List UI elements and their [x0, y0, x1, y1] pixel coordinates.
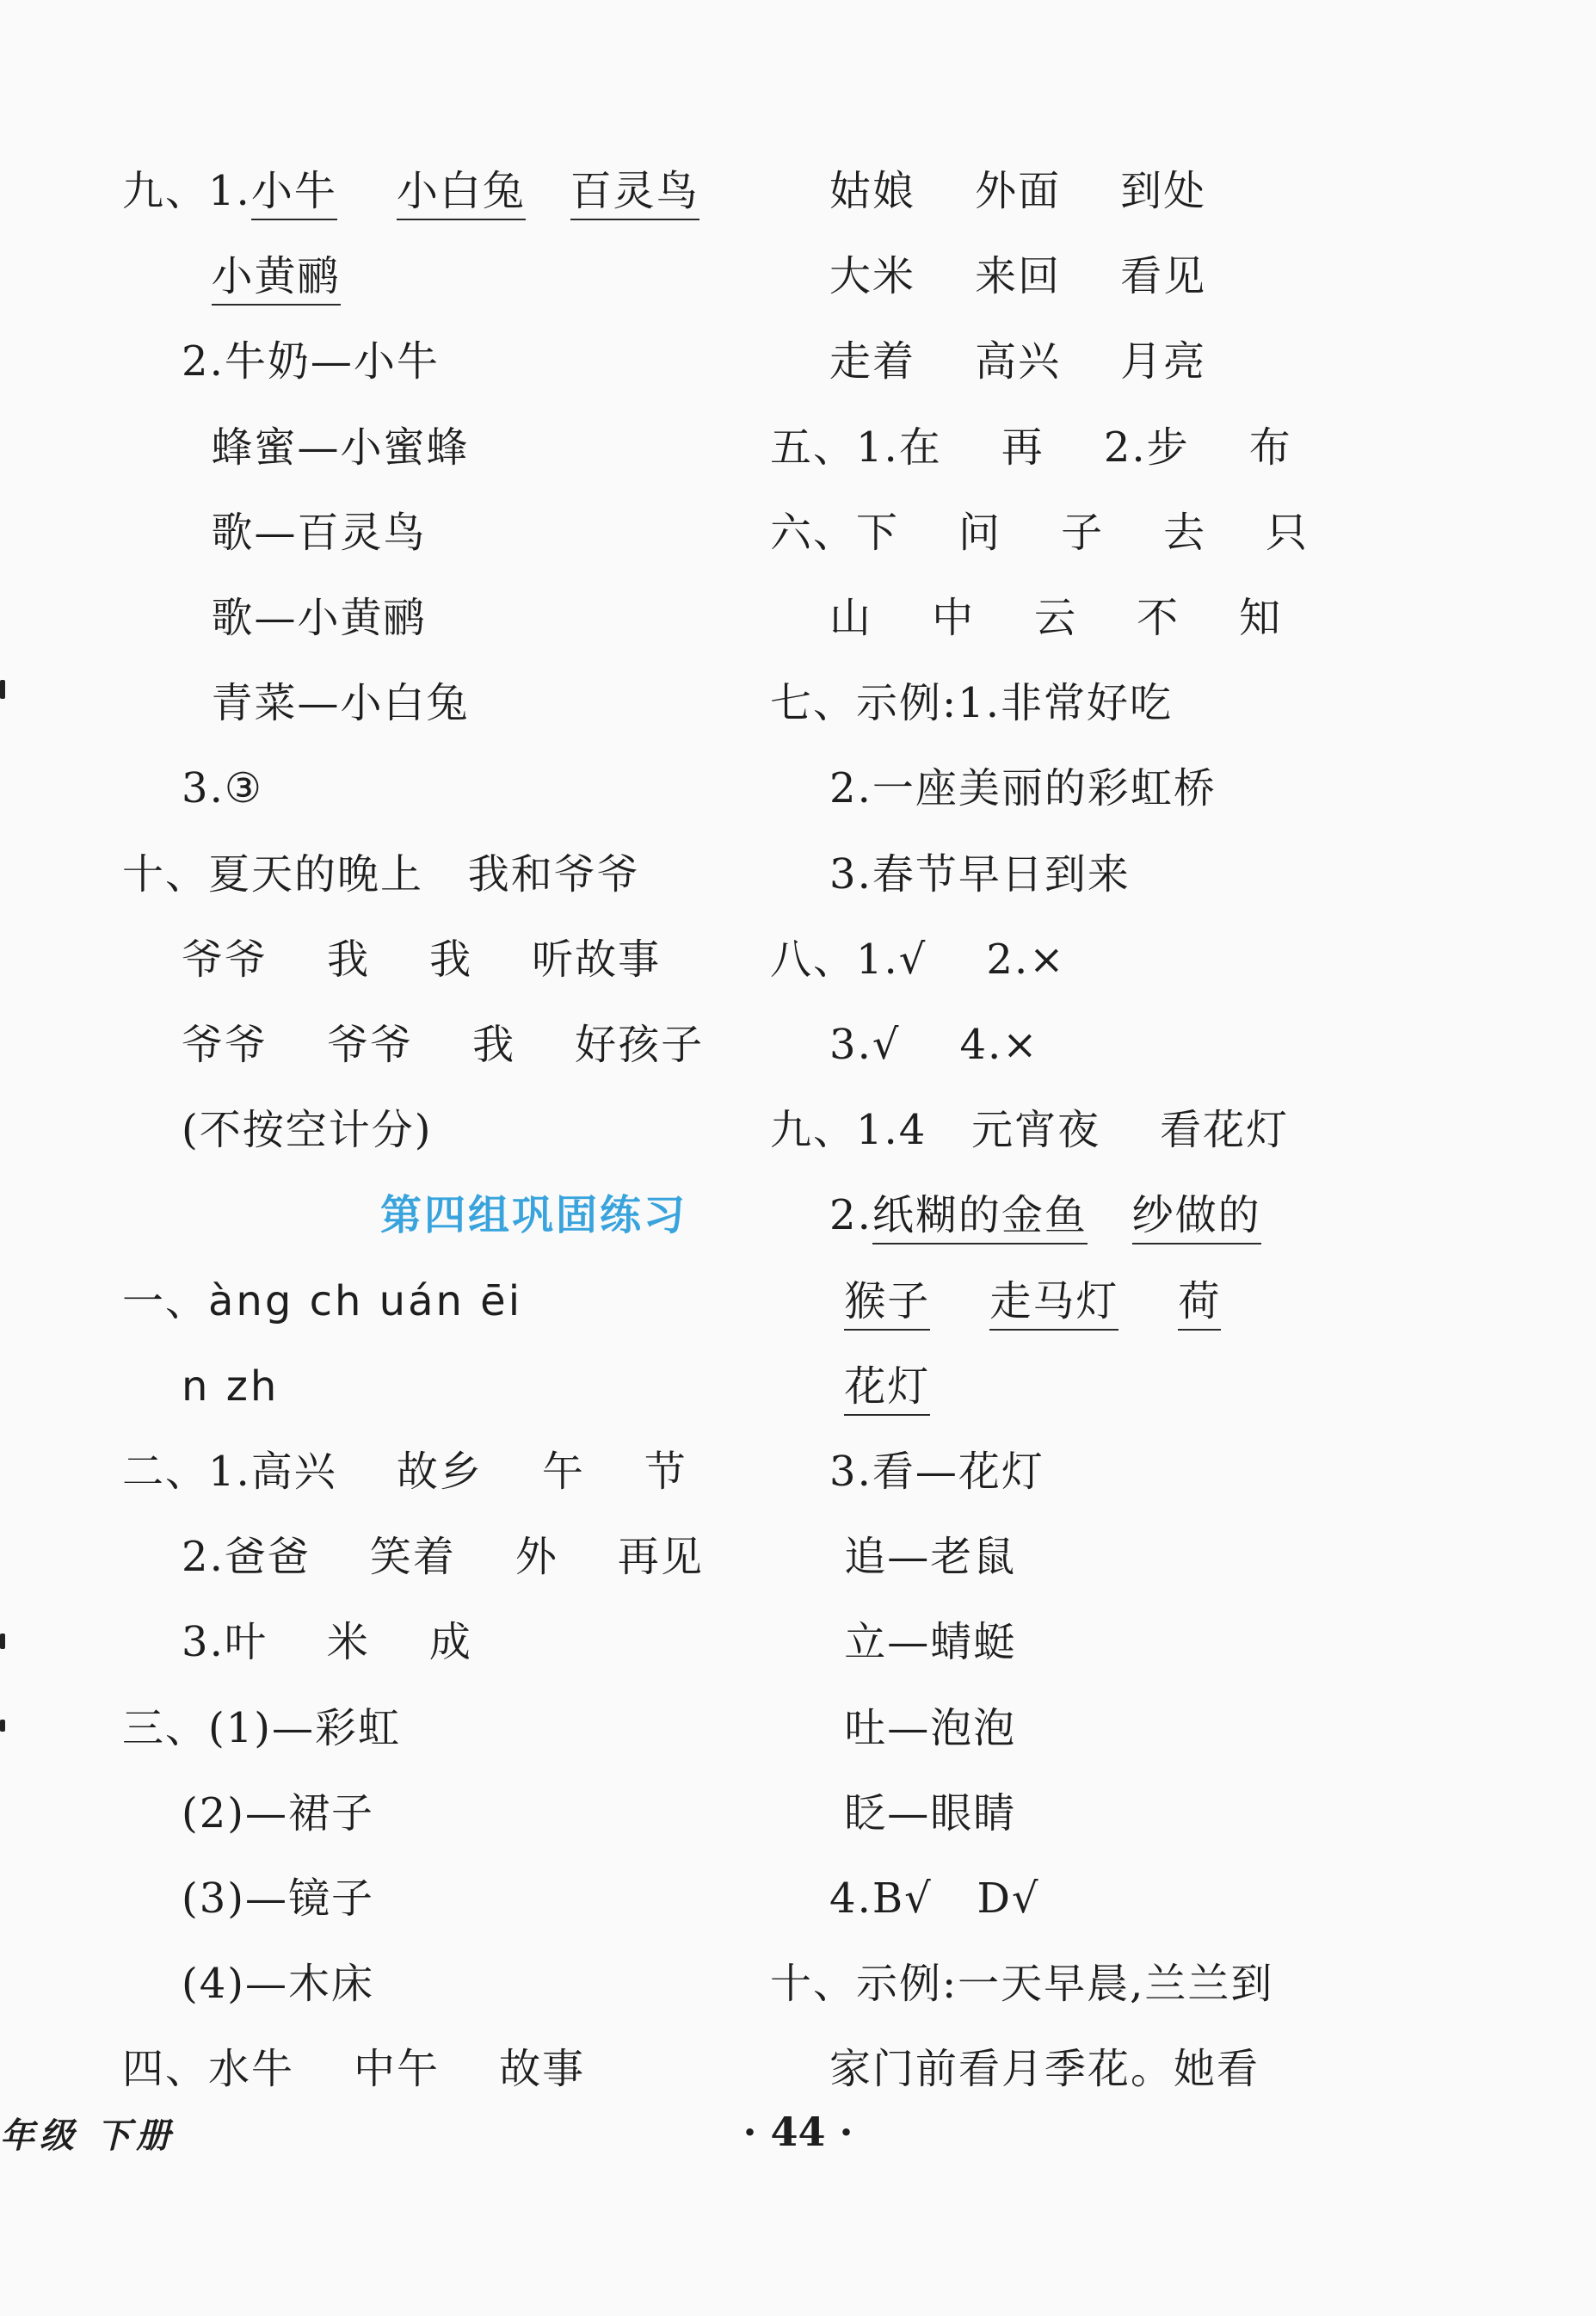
answer-text — [770, 1361, 844, 1412]
answer-line — [122, 1446, 687, 1498]
answer-text: 3.春节早日到来 — [770, 849, 1131, 899]
answer-line — [122, 1275, 522, 1327]
answer-line — [770, 165, 1206, 217]
answer-line — [122, 592, 427, 644]
answer-line — [122, 1361, 279, 1412]
answer-text: 八、1.√ 2.× — [770, 935, 1066, 984]
answer-line — [770, 1702, 1016, 1754]
answer-text: 吐—泡泡 — [770, 1703, 1017, 1752]
answer-text: (3)—镜子 — [122, 1874, 375, 1923]
answer-line — [770, 1275, 1221, 1331]
answer-text: 2.爸爸 笑着 外 再见 — [122, 1533, 704, 1582]
pinyin-answer: n zh — [182, 1362, 280, 1411]
answer-text: 2.一座美丽的彩虹桥 — [770, 764, 1217, 813]
answer-line — [122, 165, 699, 220]
answer-text: 家门前看月季花。她看 — [770, 2045, 1260, 2094]
answer-text: 追—老鼠 — [770, 1533, 1017, 1582]
answer-line — [770, 592, 1282, 644]
answer-line — [122, 1873, 374, 1924]
answer-line — [770, 1446, 1044, 1498]
underlined-answer: 猴子 — [844, 1275, 930, 1331]
answer-line — [380, 1189, 687, 1241]
answer-text: 4.B√ D√ — [770, 1874, 1040, 1923]
edge-mark — [0, 680, 5, 699]
answer-line — [770, 1104, 1289, 1156]
answer-line — [122, 1958, 374, 2010]
answer-text: 3.√ 4.× — [770, 1021, 1039, 1069]
answer-line — [770, 849, 1131, 900]
answer-text: 立—蜻蜓 — [770, 1618, 1017, 1667]
answer-line — [122, 422, 470, 473]
answer-line — [122, 2043, 585, 2095]
answer-text: 一、 — [122, 1276, 209, 1325]
answer-text: 青菜—小白兔 — [122, 679, 470, 728]
answer-line — [770, 1019, 1038, 1071]
answer-text — [1118, 1275, 1178, 1327]
answer-line — [770, 934, 1065, 985]
answer-text: 五、1.在 再 2.步 布 — [770, 423, 1292, 472]
answer-text: 3.看—花灯 — [770, 1448, 1044, 1496]
underlined-answer: 小黄鹂 — [212, 250, 341, 306]
answer-text: 七、示例:1.非常好吃 — [770, 679, 1173, 728]
answer-line — [770, 1361, 930, 1416]
answer-line — [122, 1531, 704, 1583]
answer-text — [337, 165, 397, 217]
answer-text: 蜂蜜—小蜜蜂 — [122, 423, 470, 472]
answer-text: (不按空计分) — [122, 1106, 433, 1155]
answer-text: (2)—裙子 — [122, 1788, 375, 1837]
answer-text: 九、1. — [122, 167, 251, 215]
answer-line — [770, 1616, 1016, 1668]
answer-text: 十、示例:一天早晨,兰兰到 — [770, 1960, 1274, 2009]
answer-text: 歌—小黄鹂 — [122, 594, 427, 642]
answer-text: 走着 高兴 月亮 — [770, 337, 1207, 386]
underlined-answer: 小白兔 — [397, 165, 526, 220]
answer-text: 2. — [770, 1191, 872, 1240]
answer-text: 歌—百灵鸟 — [122, 508, 427, 557]
answer-text: 六、下 问 子 去 只 — [770, 508, 1309, 557]
footer-grade-label: 年级 下册 — [0, 2115, 176, 2156]
answer-text — [930, 1275, 989, 1327]
answer-line — [122, 1702, 401, 1754]
answer-line — [122, 849, 640, 900]
answer-line — [122, 1104, 433, 1156]
answer-line — [770, 763, 1217, 814]
answer-line — [122, 1019, 704, 1071]
answer-line — [770, 507, 1309, 559]
answer-line — [122, 1616, 472, 1668]
answer-text: 眨—眼睛 — [770, 1788, 1017, 1837]
answer-text — [122, 1361, 182, 1412]
answer-text: 3.③ — [122, 764, 263, 813]
underlined-answer: 纱做的 — [1132, 1189, 1261, 1244]
answer-line — [122, 507, 427, 559]
answer-line — [122, 763, 263, 814]
answer-text — [526, 165, 570, 217]
answer-line — [770, 336, 1206, 387]
answer-line — [770, 677, 1173, 729]
answer-text — [122, 250, 212, 302]
underlined-answer: 百灵鸟 — [570, 165, 699, 220]
underlined-answer: 纸糊的金鱼 — [872, 1189, 1088, 1244]
answer-line — [770, 1873, 1040, 1924]
answer-text: 姑娘 外面 到处 — [770, 167, 1207, 215]
underlined-answer: 小牛 — [251, 165, 337, 220]
answer-text: 山 中 云 不 知 — [770, 594, 1283, 642]
answer-line — [770, 1788, 1016, 1839]
underlined-answer: 花灯 — [844, 1361, 930, 1416]
answer-line — [770, 2043, 1260, 2095]
answer-line — [770, 422, 1292, 473]
answer-text: (4)—木床 — [122, 1960, 375, 2009]
answer-line — [770, 1958, 1273, 2010]
answer-text: 二、1.高兴 故乡 午 节 — [122, 1448, 687, 1496]
answer-text: 十、夏天的晚上 我和爷爷 — [122, 849, 640, 899]
section-heading: 第四组巩固练习 — [380, 1191, 688, 1240]
answer-text: 爷爷 我 我 听故事 — [122, 935, 662, 984]
answer-line — [122, 250, 341, 306]
answer-line — [122, 336, 440, 387]
answer-text: 爷爷 爷爷 我 好孩子 — [122, 1021, 705, 1069]
answer-text: 3.叶 米 成 — [122, 1618, 472, 1667]
edge-mark — [0, 1720, 5, 1732]
answer-text: 四、水牛 中午 故事 — [122, 2045, 586, 2094]
page-number: · 44 · — [743, 2109, 853, 2155]
answer-line — [770, 1189, 1261, 1244]
answer-text — [770, 1275, 844, 1327]
edge-mark — [0, 1634, 5, 1649]
answer-text: 2.牛奶—小牛 — [122, 337, 440, 386]
answer-text: 三、(1)—彩虹 — [122, 1703, 401, 1752]
answer-line — [770, 1531, 1016, 1583]
answer-text — [1088, 1189, 1132, 1241]
answer-line — [122, 934, 661, 985]
underlined-answer: 荷 — [1178, 1275, 1221, 1331]
answer-line — [770, 250, 1206, 302]
answer-text: 九、1.4 元宵夜 看花灯 — [770, 1106, 1290, 1155]
answer-text: 大米 来回 看见 — [770, 252, 1207, 301]
underlined-answer: 走马灯 — [989, 1275, 1118, 1331]
pinyin-answer: àng ch uán ēi — [208, 1276, 523, 1325]
answer-line — [122, 677, 470, 729]
answer-line — [122, 1788, 374, 1839]
